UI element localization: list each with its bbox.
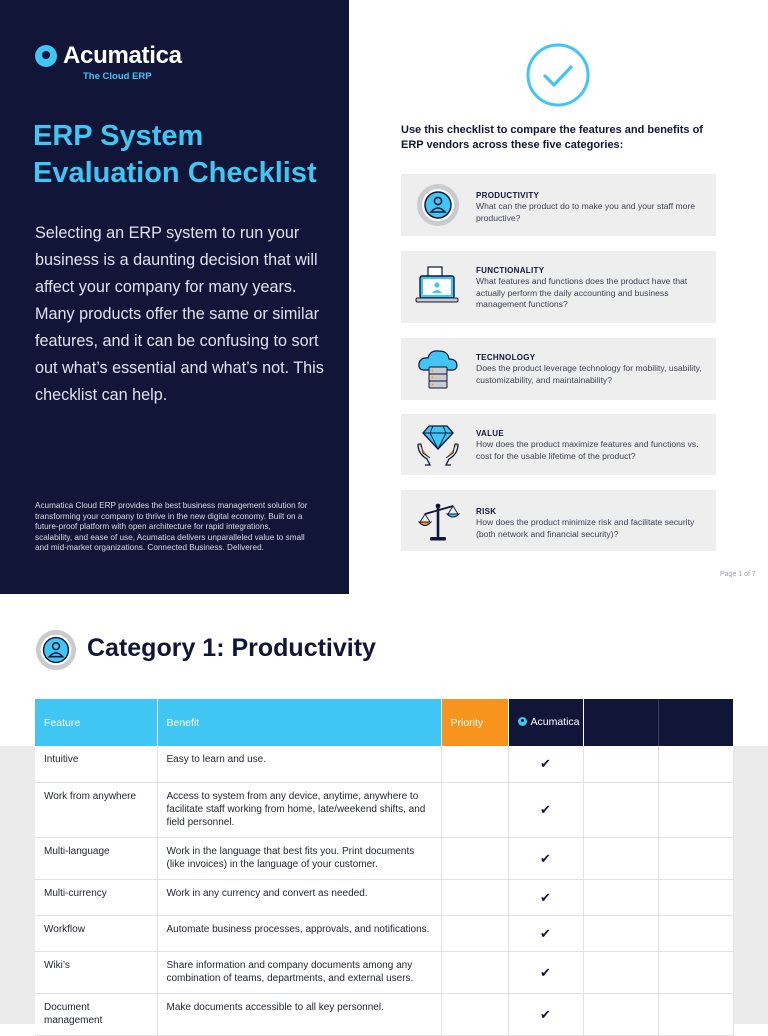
priority-cell[interactable]	[441, 951, 508, 993]
acumatica-check-cell: ✔	[508, 951, 583, 993]
category-description: How does the product maximize features and functions vs. cost for the usable lifetime of the product?	[476, 439, 699, 461]
vendor-2-cell[interactable]	[583, 837, 658, 879]
vendor-2-cell[interactable]	[583, 746, 658, 782]
acumatica-check-cell: ✔	[508, 993, 583, 1035]
person-gear-icon	[34, 628, 78, 672]
table-row	[35, 951, 733, 993]
column-header-vendor-2	[583, 699, 658, 746]
column-header-feature: Feature	[35, 699, 157, 746]
vendor-3-cell[interactable]	[658, 993, 733, 1035]
intro-paragraph: Selecting an ERP system to run your business is a daunting decision that will affect your company for many years. Many products offer the same or similar features, and it can be confusing to sort out what’s essential and what’s not. This checklist can help.	[35, 224, 324, 404]
benefit-cell: Work in the language that best fits you. Print documents (like invoices) in the language of your customer.	[157, 837, 441, 879]
category-name: RISK	[476, 507, 497, 516]
feature-cell: Multi-language	[35, 837, 157, 879]
vendor-2-cell[interactable]	[583, 951, 658, 993]
benefit-cell: Make documents accessible to all key personnel.	[157, 993, 441, 1035]
vendor-3-cell[interactable]	[658, 915, 733, 951]
vendor-2-cell[interactable]	[583, 782, 658, 837]
feature-cell: Wiki’s	[35, 951, 157, 993]
table-header-row	[35, 699, 733, 746]
productivity-page	[0, 594, 768, 1024]
category-description: How does the product minimize risk and facilitate security (both network and financial security)?	[476, 517, 695, 539]
section-title: Category 1: Productivity	[87, 634, 376, 662]
vendor-3-cell[interactable]	[658, 837, 733, 879]
acumatica-logo	[35, 42, 182, 70]
feature-cell: Intuitive	[35, 746, 157, 782]
feature-table	[35, 699, 734, 1036]
acumatica-check-cell: ✔	[508, 746, 583, 782]
vendor-2-cell[interactable]	[583, 915, 658, 951]
category-description: What can the product do to make you and your staff more productive?	[476, 201, 696, 223]
brand-name: Acumatica	[63, 42, 182, 69]
category-card-productivity	[401, 174, 716, 236]
checklist-intro: Use this checklist to compare the features and benefits of ERP vendors across these five categories:	[401, 124, 703, 151]
category-card-risk	[401, 490, 716, 551]
category-description: What features and functions does the product have that actually perform the daily accounting and business management functions?	[476, 276, 688, 310]
brand-tagline: The Cloud ERP	[83, 71, 152, 82]
category-description: Does the product leverage technology for mobility, usability, customizability, and maintainability?	[476, 363, 702, 385]
category-name: TECHNOLOGY	[476, 353, 536, 362]
acumatica-check-cell: ✔	[508, 837, 583, 879]
category-card-value	[401, 414, 716, 475]
category-card-functionality	[401, 251, 716, 323]
acumatica-check-cell: ✔	[508, 915, 583, 951]
column-header-priority: Priority	[441, 699, 508, 746]
feature-cell: Document management	[35, 993, 157, 1035]
feature-cell: Work from anywhere	[35, 782, 157, 837]
priority-cell[interactable]	[441, 915, 508, 951]
table-row	[35, 837, 733, 879]
vendor-3-cell[interactable]	[658, 746, 733, 782]
benefit-cell: Easy to learn and use.	[157, 746, 441, 782]
acumatica-check-cell: ✔	[508, 879, 583, 915]
table-row	[35, 879, 733, 915]
vendor-3-cell[interactable]	[658, 951, 733, 993]
table-row	[35, 782, 733, 837]
page-number: Page 1 of 7	[720, 571, 756, 578]
checkmark-circle-icon	[526, 43, 590, 107]
column-header-vendor-3	[658, 699, 733, 746]
about-paragraph: Acumatica Cloud ERP provides the best business management solution for transforming your company to thrive in the new digital economy. Built on a future-proof platform with open architecture for rapid integrations, scalability, and ease of use, Acumatica delivers unparalleled value to small and mid-market organizations. Connected Business. Delivered.	[35, 501, 308, 552]
feature-cell: Workflow	[35, 915, 157, 951]
document-title: ERP System Evaluation Checklist	[33, 120, 317, 189]
priority-cell[interactable]	[441, 746, 508, 782]
category-card-technology	[401, 338, 716, 400]
laptop-icon	[415, 264, 461, 310]
benefit-cell: Work in any currency and convert as needed.	[157, 879, 441, 915]
column-header-acumatica-label: Acumatica	[530, 715, 580, 728]
vendor-3-cell[interactable]	[658, 879, 733, 915]
table-row	[35, 915, 733, 951]
table-row	[35, 993, 733, 1035]
acumatica-check-cell: ✔	[508, 782, 583, 837]
benefit-cell: Automate business processes, approvals, and notifications.	[157, 915, 441, 951]
priority-cell[interactable]	[441, 782, 508, 837]
vendor-2-cell[interactable]	[583, 879, 658, 915]
vendor-3-cell[interactable]	[658, 782, 733, 837]
column-header-benefit: Benefit	[157, 699, 441, 746]
table-row	[35, 746, 733, 782]
priority-cell[interactable]	[441, 879, 508, 915]
acumatica-logo-icon	[35, 45, 57, 67]
benefit-cell: Access to system from any device, anytime, anywhere to facilitate staff working from home, late/weekend shifts, and field personnel.	[157, 782, 441, 837]
category-name: PRODUCTIVITY	[476, 191, 540, 200]
column-header-acumatica	[508, 699, 583, 746]
vendor-2-cell[interactable]	[583, 993, 658, 1035]
cover-left-panel	[0, 0, 349, 594]
cloud-server-icon	[415, 346, 461, 392]
category-name: VALUE	[476, 429, 505, 438]
category-name: FUNCTIONALITY	[476, 266, 545, 275]
acumatica-logo-icon	[518, 717, 527, 726]
benefit-cell: Share information and company documents among any combination of teams, departments, and external users.	[157, 951, 441, 993]
diamond-hands-icon	[415, 422, 461, 468]
priority-cell[interactable]	[441, 993, 508, 1035]
person-gear-icon	[415, 182, 461, 228]
feature-cell: Multi-currency	[35, 879, 157, 915]
scale-icon	[415, 498, 461, 544]
priority-cell[interactable]	[441, 837, 508, 879]
